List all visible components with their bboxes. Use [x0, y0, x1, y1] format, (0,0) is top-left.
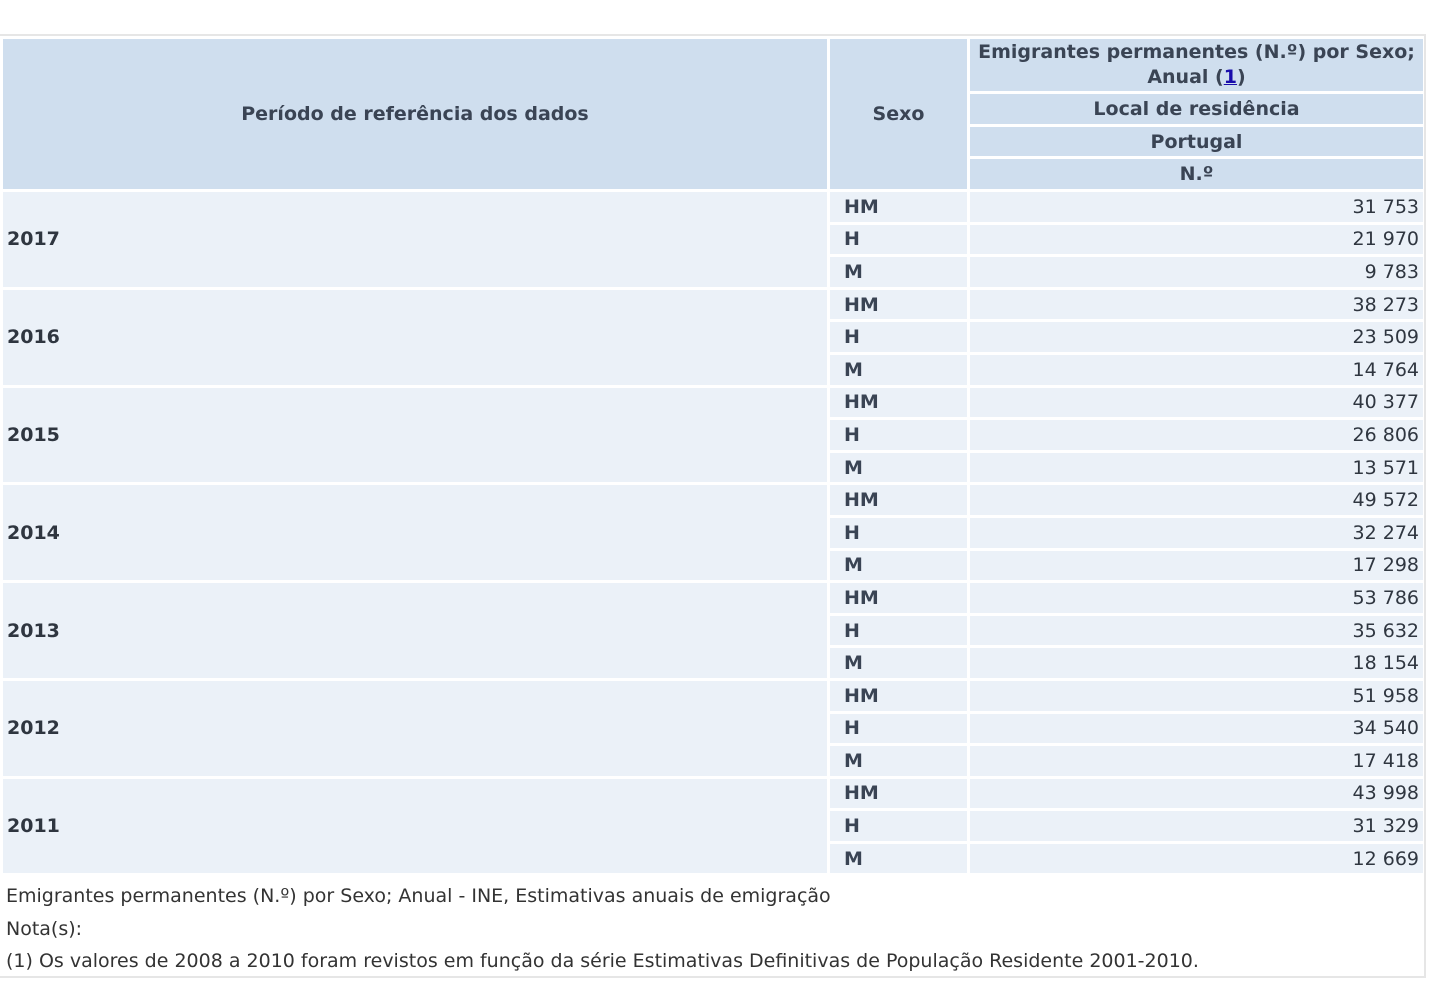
note-ref-close: ): [1236, 66, 1246, 89]
year-cell: 2012: [3, 681, 827, 776]
value-cell: 31 329: [970, 811, 1423, 841]
year-cell: 2011: [3, 779, 827, 874]
sexo-cell: M: [830, 355, 967, 385]
table-row: [3, 388, 1423, 418]
year-cell: 2015: [3, 388, 827, 483]
table-row: [3, 192, 1423, 222]
sexo-cell: H: [830, 714, 967, 744]
note-ref-open: (: [1208, 66, 1224, 89]
sexo-cell: H: [830, 811, 967, 841]
value-cell: 23 509: [970, 322, 1423, 352]
table-row: [3, 681, 1423, 711]
note-1-link[interactable]: 1: [1223, 66, 1237, 89]
sexo-cell: HM: [830, 290, 967, 320]
value-cell: 34 540: [970, 714, 1423, 744]
sexo-cell: HM: [830, 485, 967, 515]
value-cell: 40 377: [970, 388, 1423, 418]
sexo-cell: H: [830, 420, 967, 450]
value-cell: 35 632: [970, 616, 1423, 646]
value-cell: 14 764: [970, 355, 1423, 385]
value-cell: 17 418: [970, 746, 1423, 776]
note-1-text: (1) Os valores de 2008 a 2010 foram revistos em função da série Estimativas Definitivas de População Residente 2001-2010.: [6, 950, 1199, 972]
table-row: [3, 583, 1423, 613]
sexo-header: Sexo: [830, 39, 967, 189]
sexo-cell: M: [830, 453, 967, 483]
value-cell: 31 753: [970, 192, 1423, 222]
table-footer: [6, 880, 1199, 978]
table-row: [3, 485, 1423, 515]
sexo-cell: H: [830, 225, 967, 255]
year-cell: 2017: [3, 192, 827, 287]
table-body: [3, 192, 1423, 873]
table-row: [3, 779, 1423, 809]
sexo-cell: M: [830, 746, 967, 776]
period-header: Período de referência dos dados: [3, 39, 827, 189]
sexo-cell: HM: [830, 681, 967, 711]
value-cell: 12 669: [970, 844, 1423, 874]
sexo-cell: HM: [830, 779, 967, 809]
location-header: Portugal: [970, 127, 1423, 157]
value-cell: 38 273: [970, 290, 1423, 320]
sexo-cell: M: [830, 648, 967, 678]
sexo-cell: H: [830, 518, 967, 548]
indicator-title: Emigrantes permanentes (N.º) por Sexo; Anual: [978, 41, 1415, 89]
year-cell: 2014: [3, 485, 827, 580]
residence-header: Local de residência: [970, 94, 1423, 124]
sexo-cell: M: [830, 257, 967, 287]
sexo-cell: M: [830, 844, 967, 874]
year-cell: 2013: [3, 583, 827, 678]
value-cell: 21 970: [970, 225, 1423, 255]
value-cell: 26 806: [970, 420, 1423, 450]
sexo-cell: HM: [830, 388, 967, 418]
year-cell: 2016: [3, 290, 827, 385]
value-cell: 43 998: [970, 779, 1423, 809]
sexo-cell: H: [830, 616, 967, 646]
table-row: [3, 290, 1423, 320]
value-cell: 49 572: [970, 485, 1423, 515]
value-cell: 18 154: [970, 648, 1423, 678]
value-cell: 53 786: [970, 583, 1423, 613]
sexo-cell: M: [830, 551, 967, 581]
source-text: Emigrantes permanentes (N.º) por Sexo; Anual - INE, Estimativas anuais de emigração: [6, 885, 831, 907]
sexo-cell: HM: [830, 192, 967, 222]
sexo-cell: HM: [830, 583, 967, 613]
notes-label: Nota(s):: [6, 917, 83, 940]
value-cell: 51 958: [970, 681, 1423, 711]
data-table: [0, 36, 1426, 876]
sexo-cell: H: [830, 322, 967, 352]
value-cell: 9 783: [970, 257, 1423, 287]
value-cell: 13 571: [970, 453, 1423, 483]
value-cell: 17 298: [970, 551, 1423, 581]
indicator-header: [970, 39, 1423, 91]
value-cell: 32 274: [970, 518, 1423, 548]
unit-header: N.º: [970, 159, 1423, 189]
